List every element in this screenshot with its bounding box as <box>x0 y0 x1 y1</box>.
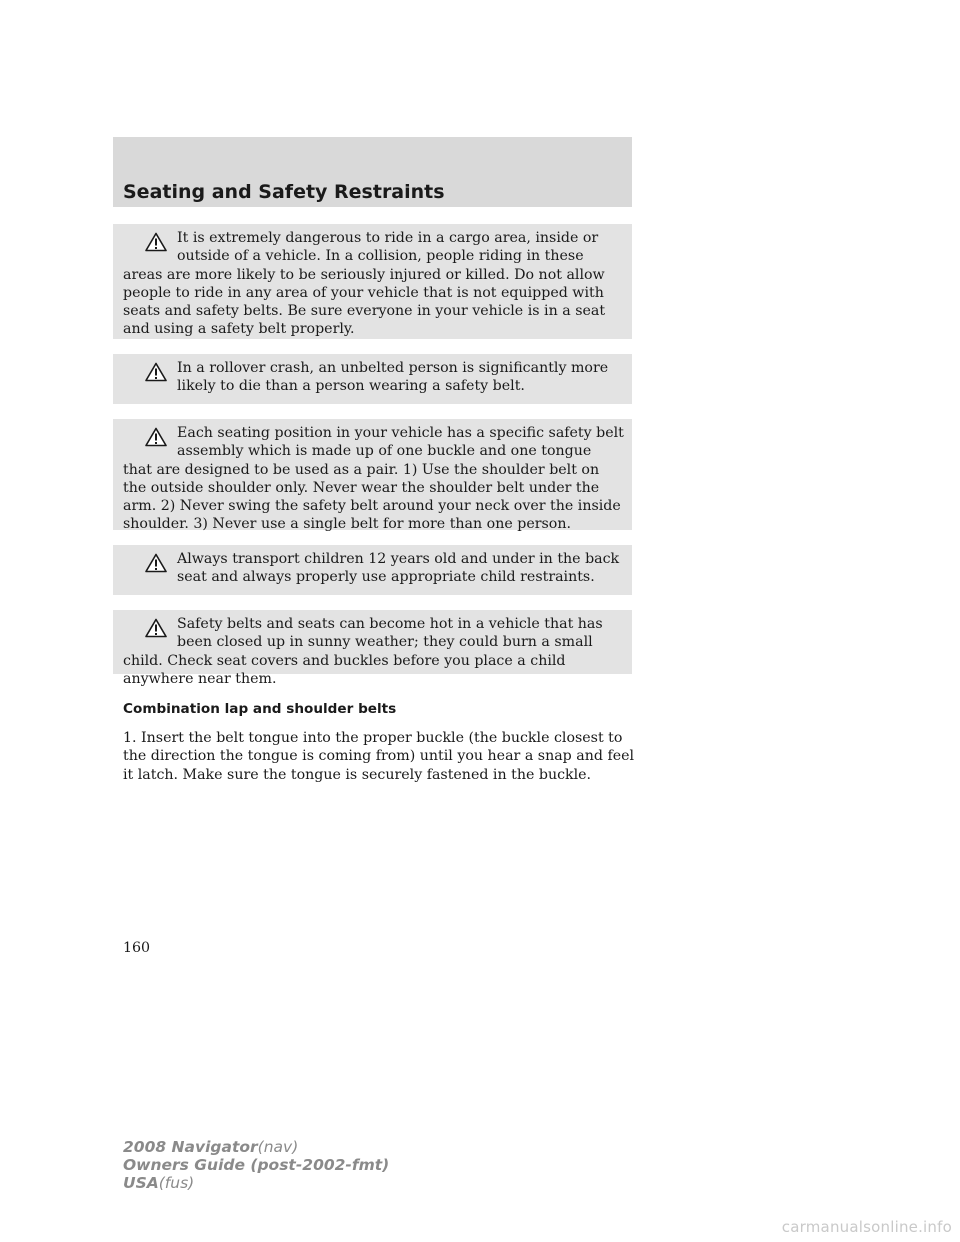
document-footer <box>123 1138 389 1192</box>
warning-box <box>113 224 632 339</box>
warning-triangle-icon <box>123 618 177 646</box>
warning-triangle-icon <box>123 427 177 455</box>
instruction-paragraph: 1. Insert the belt tongue into the proper buckle (the buckle closest to the direction the tongue is coming from) until you hear a snap and feel it latch. Make sure the tongue is securely fastened in the buckle. <box>123 730 635 783</box>
footer-guide: Owners Guide (post-2002-fmt) <box>123 1156 390 1174</box>
warning-box <box>113 354 632 404</box>
header-band <box>113 137 632 207</box>
footer-line <box>123 1174 389 1192</box>
footer-region: USA <box>123 1174 159 1192</box>
footer-model-tag: (nav) <box>257 1138 299 1156</box>
section-title: Seating and Safety Restraints <box>123 181 445 203</box>
footer-line <box>123 1156 389 1174</box>
warning-text: In a rollover crash, an unbelted person is significantly more likely to die than a person wearing a safety belt. <box>177 360 609 395</box>
warning-text: Always transport children 12 years old and under in the back seat and always properly use appropriate child restraints. <box>177 551 620 586</box>
warning-text: Safety belts and seats can become hot in a vehicle that has been closed up in sunny weather; they could burn a small child. Check seat covers and buckles before you place a child anywhere near them. <box>123 616 603 687</box>
warning-triangle-icon <box>123 362 177 390</box>
page-number: 160 <box>123 940 151 956</box>
subsection-heading: Combination lap and shoulder belts <box>123 701 397 717</box>
warning-text: Each seating position in your vehicle has a specific safety belt assembly which is made up of one buckle and one tongue that are designed to be used as a pair. 1) Use the shoulder belt on the outside shoulder only. Never wear the shoulder belt under the arm. 2) Never swing the safety belt around your neck over the inside shoulder. 3) Never use a single belt for more than one person. <box>123 425 624 533</box>
warning-box <box>113 419 632 533</box>
warning-triangle-icon <box>123 232 177 260</box>
footer-line <box>123 1138 389 1156</box>
footer-region-tag: (fus) <box>158 1174 195 1192</box>
watermark: carmanualsonline.info <box>781 1218 952 1236</box>
warning-triangle-icon <box>123 553 177 581</box>
warning-text: It is extremely dangerous to ride in a cargo area, inside or outside of a vehicle. In a collision, people riding in these areas are more likely to be seriously injured or killed. Do not allow people to ride in any area of your vehicle that is not equipped with seats and safety belts. Be sure everyone in your vehicle is in a seat and using a safety belt properly. <box>123 230 606 338</box>
warning-box <box>113 545 632 595</box>
footer-model: 2008 Navigator <box>123 1138 258 1156</box>
warning-box <box>113 610 632 687</box>
